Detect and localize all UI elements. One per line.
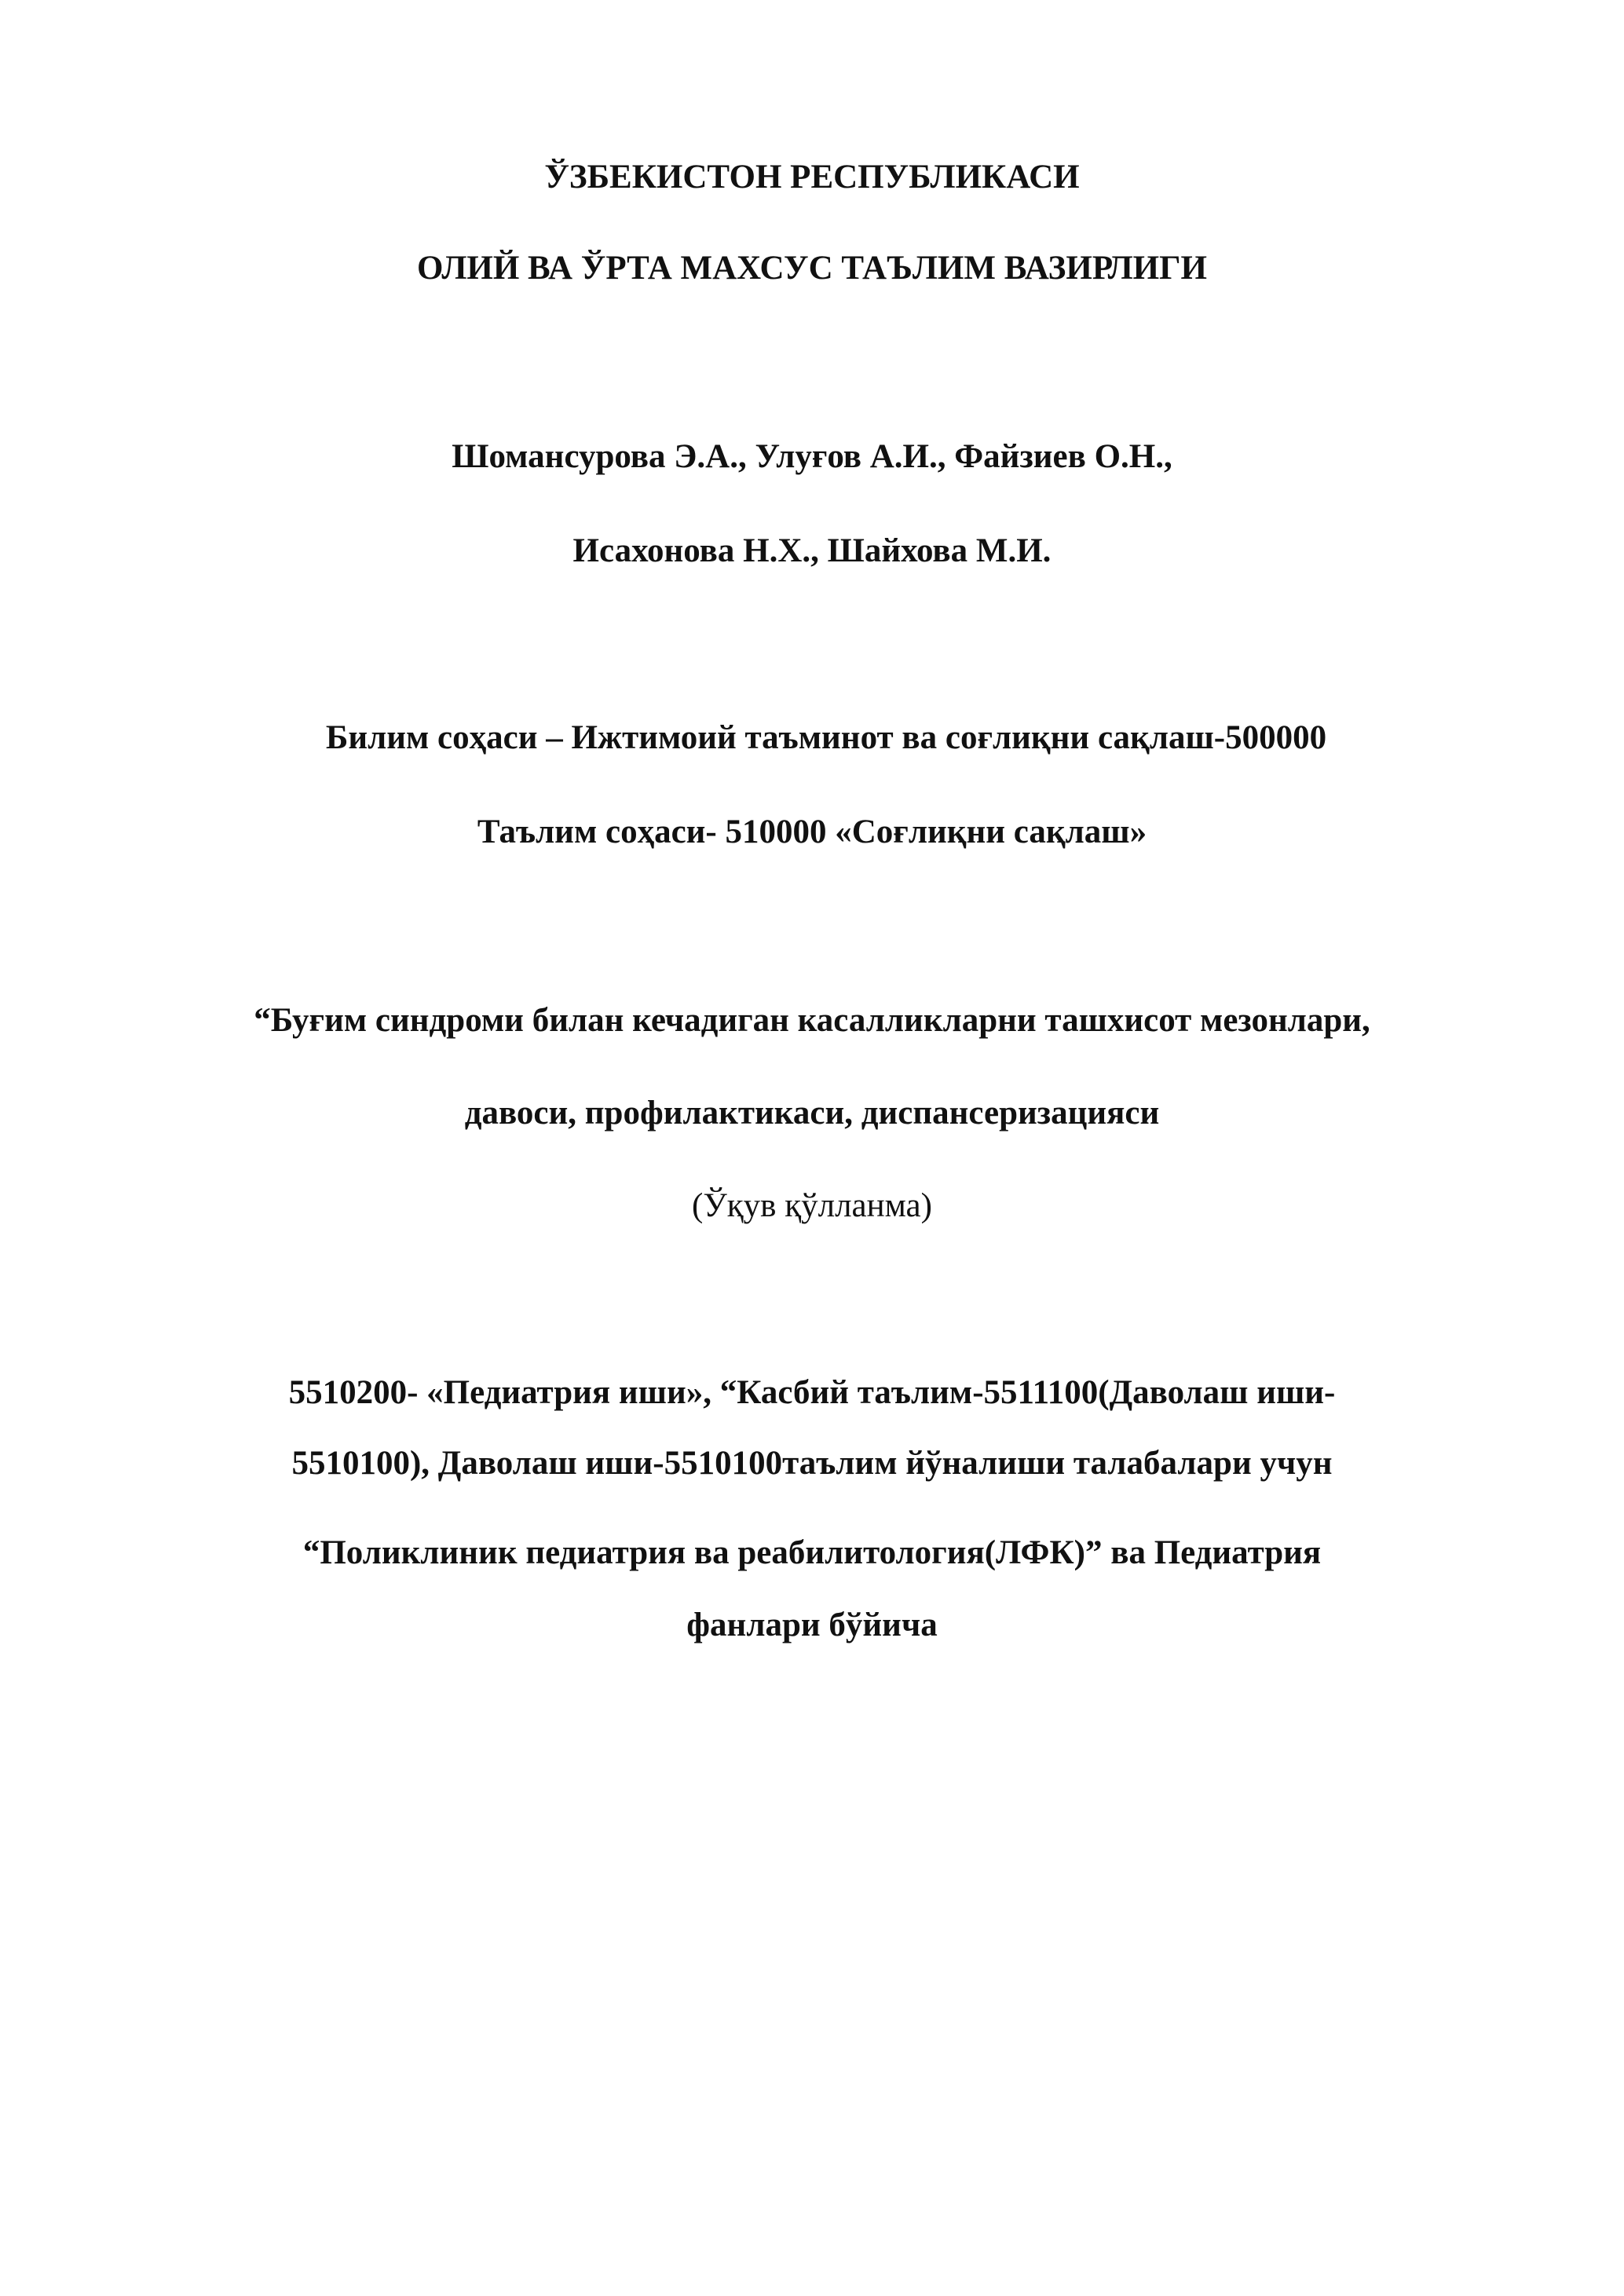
document-title-line-2: давоси, профилактикаси, диспансеризацияси (464, 1095, 1160, 1132)
education-area: Таълим соҳаси- 510000 «Соғлиқни сақлаш» (477, 813, 1147, 850)
subjects-line-2: фанлари бўйича (686, 1607, 938, 1643)
knowledge-area: Билим соҳаси – Ижтимоий таъминот ва соғлиқни сақлаш-500000 (325, 719, 1327, 756)
authors-line-1: Шомансурова Э.А., Улуғов А.И., Файзиев О.Н., (452, 438, 1172, 475)
document-title-line-1: “Буғим синдроми билан кечадиган касалликларни ташхисот мезонлари, (254, 1002, 1370, 1039)
specialties-line-2: 5510100), Даволаш иши-5510100таълим йўналиши талабалари учун (291, 1445, 1333, 1482)
subjects-line-1: “Поликлиник педиатрия ва реабилитология(ЛФК)” ва Педиатрия (302, 1534, 1322, 1571)
ministry-line-1: ЎЗБЕКИСТОН РЕСПУБЛИКАСИ (544, 159, 1080, 196)
document-type: (Ўқув қўлланма) (692, 1187, 932, 1224)
specialties-line-1: 5510200- «Педиатрия иши», “Касбий таълим-5511100(Даволаш иши- (288, 1374, 1336, 1411)
ministry-line-2: ОЛИЙ ВА ЎРТА МАХСУС ТАЪЛИМ ВАЗИРЛИГИ (417, 250, 1207, 287)
authors-line-2: Исахонова Н.Х., Шайхова М.И. (572, 532, 1052, 569)
